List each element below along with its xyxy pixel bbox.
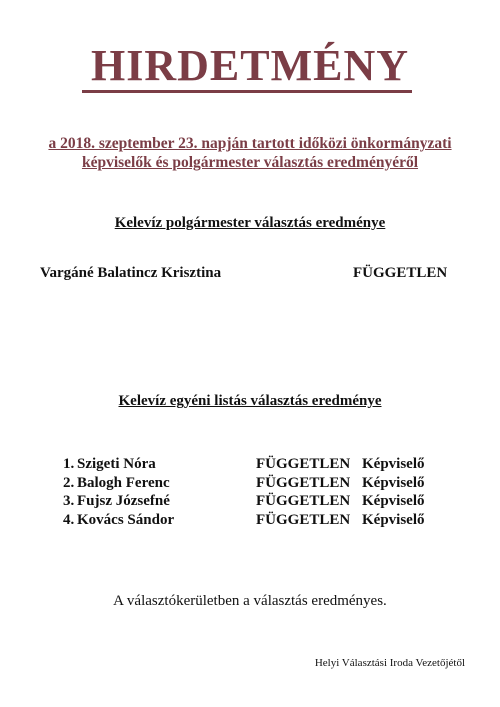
representative-role: Képviselő (362, 456, 425, 472)
representative-name: Fujsz Józsefné (77, 493, 170, 509)
representative-name: Szigeti Nóra (77, 456, 156, 472)
mayor-party: FÜGGETLEN (353, 265, 448, 281)
item-number: 2. (63, 474, 75, 491)
item-number: 1. (63, 456, 75, 472)
mayor-name: Vargáné Balatincz Krisztina (40, 265, 222, 281)
document-subtitle (0, 134, 500, 172)
title-underline (82, 90, 412, 93)
signature-line: Helyi Választási Iroda Vezetőjétől (314, 657, 465, 669)
representative-party: FÜGGETLEN (256, 474, 351, 491)
representative-role: Képviselő (362, 511, 425, 528)
representative-party: FÜGGETLEN (256, 493, 351, 509)
representative-name: Balogh Ferenc (77, 474, 170, 491)
item-number: 3. (63, 493, 75, 509)
election-statement: A választókerületben a választás eredményes. (113, 593, 387, 609)
item-number: 4. (63, 511, 75, 528)
representative-role: Képviselő (362, 493, 425, 509)
subtitle-line-1: a 2018. szeptember 23. napján tartott időközi önkormányzati (48, 135, 452, 152)
representative-party: FÜGGETLEN (256, 456, 351, 472)
representative-role: Képviselő (362, 474, 425, 491)
representative-party: FÜGGETLEN (256, 511, 351, 528)
subtitle-line-2: képviselők és polgármester választás eredményéről (81, 154, 419, 171)
document-title: HIRDETMÉNY (90, 41, 410, 90)
mayor-section-heading: Kelevíz polgármester választás eredménye (114, 215, 386, 231)
list-section-heading: Kelevíz egyéni listás választás eredménye (118, 393, 382, 409)
representative-name: Kovács Sándor (77, 511, 175, 528)
